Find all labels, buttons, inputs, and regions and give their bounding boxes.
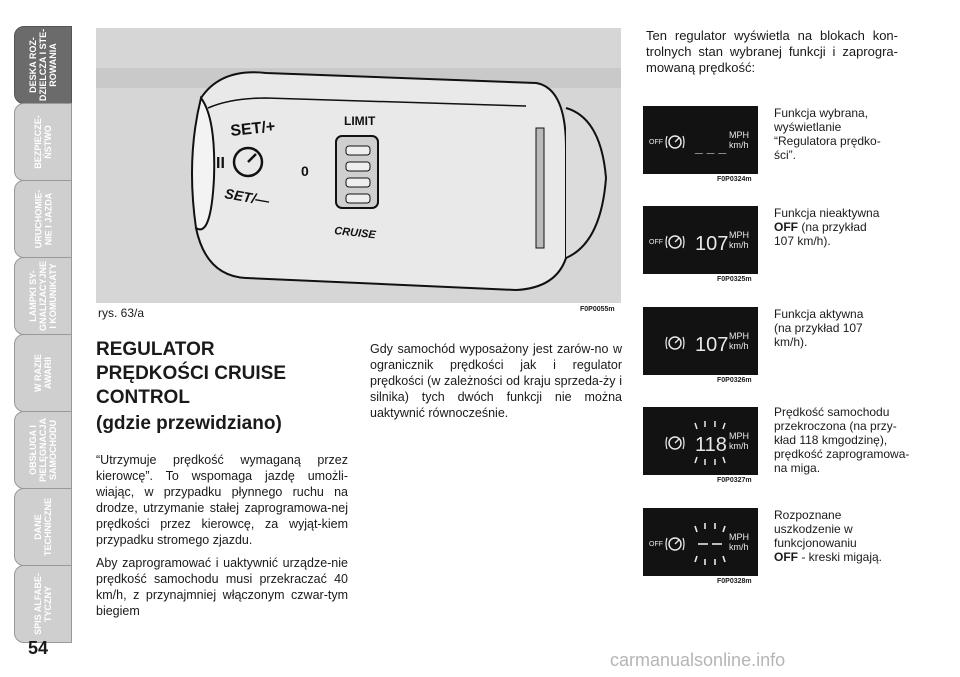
tab-spis-alfabetyczny[interactable] [14, 565, 72, 643]
display-graphic [643, 307, 758, 375]
display-description [774, 106, 924, 162]
off-indicator: OFF [649, 541, 663, 548]
description-line: przekroczona (na przy- [774, 419, 897, 433]
display-description [774, 307, 924, 349]
cruise-control-stalk-figure [96, 28, 621, 303]
zero-label: 0 [301, 163, 309, 179]
speed-value: 107 [695, 334, 729, 356]
display-graphic [643, 508, 758, 576]
display-code: F0P0328m [717, 578, 752, 585]
figure-code: F0P0055m [580, 306, 615, 313]
unit-mph: MPH [729, 431, 749, 441]
set-plus-label: SET/+ [229, 118, 277, 140]
display-description [774, 405, 924, 475]
limit-label: LIMIT [344, 114, 376, 128]
tab-label: OBSŁUGA I PIELĘGNACJA SAMOCHODU [28, 417, 59, 483]
display-overspeed [643, 407, 758, 475]
off-indicator: OFF [649, 139, 663, 146]
tab-obsluga[interactable] [14, 411, 72, 489]
display-description [774, 206, 924, 248]
description-text: - kreski migają. [798, 550, 883, 564]
display-code: F0P0326m [717, 377, 752, 384]
description-line: uszkodzenie w [774, 522, 853, 536]
unit-mph: MPH [729, 331, 749, 341]
tab-label: DANE TECHNICZNE [33, 498, 53, 556]
watermark-text: carmanualsonline.info [610, 650, 786, 670]
tab-bezpieczenstwo[interactable] [14, 103, 72, 181]
tab-w-razie-awarii[interactable] [14, 334, 72, 412]
off-bold: OFF [774, 220, 798, 234]
pause-label: II [216, 155, 225, 172]
section-heading [96, 338, 346, 436]
cruise-speedo-icon [666, 437, 684, 449]
display-active [643, 307, 758, 375]
heading-line: CONTROL [96, 387, 190, 408]
description-line [774, 220, 924, 234]
description-line: Funkcja aktywna [774, 307, 864, 321]
tab-label: DESKA ROZ- DZIELCZA I STE- ROWANIA [28, 28, 59, 102]
display-fault [643, 508, 758, 576]
cruise-speedo-icon [666, 337, 684, 349]
body-paragraph-3: Gdy samochód wyposażony jest zarów-no w ogranicznik prędkości jak i regulator prędkości (w zależności od kraju sprzeda-ży i silnika) tych dwóch funkcji nie można uaktywnić równocześnie. [370, 342, 622, 420]
description-line: Prędkość samochodu [774, 405, 890, 419]
cruise-label: CRUISE [333, 225, 377, 242]
description-line: “Regulatora prędko- [774, 134, 881, 148]
speed-value: _ _ _ [695, 139, 727, 155]
body-paragraph-1: “Utrzymuje prędkość wymaganą przez kierowcę”. To wspomaga jazdę umożli-wiając, w przypadku płynnego ruchu na drodze, utrzymanie stałej zaprogramowa-nej prędkości przez kierowcę, za wyjąt-kiem przypadku stromego zjazdu. [96, 453, 348, 547]
heading-subtitle: (gdzie przewidziano) [96, 413, 282, 434]
description-line: wyświetlanie [774, 120, 842, 134]
stalk-illustration [96, 28, 621, 303]
display-code: F0P0327m [717, 477, 752, 484]
tab-label: W RAZIE AWARII [33, 354, 53, 392]
display-graphic [643, 206, 758, 274]
unit-kmh: km/h [729, 542, 749, 552]
blinking-dashes [695, 523, 725, 565]
figure-caption: rys. 63/a [98, 306, 145, 320]
body-paragraph-2: Aby zaprogramować i uaktywnić urządze-nie prędkość samochodu musi przekraczać 40 km/h, z przynajmniej włączonym czwar-tym biegiem [96, 556, 348, 618]
description-line: 107 km/h). [774, 234, 831, 248]
tab-dane-techniczne[interactable] [14, 488, 72, 566]
cruise-speedo-icon [666, 236, 684, 248]
speed-value: 107 [695, 233, 729, 255]
unit-kmh: km/h [729, 441, 749, 451]
tab-label: SPIS ALFABE- TYCZNY [33, 573, 53, 635]
description-line: na miga. [774, 461, 821, 475]
off-indicator: OFF [649, 239, 663, 246]
heading-line: REGULATOR [96, 339, 215, 360]
description-line: (na przykład 107 [774, 321, 863, 335]
display-graphic [643, 407, 758, 475]
tab-label: BEZPIECZE- ŃSTWO [33, 115, 53, 169]
set-minus-label: SET/— [223, 185, 271, 209]
intro-paragraph: Ten regulator wyświetla na blokach kon-trolnych stan wybranej funkcji i zaprogra-mowaną prędkość: [646, 28, 898, 75]
unit-mph: MPH [729, 532, 749, 542]
off-bold: OFF [774, 550, 798, 564]
cruise-speedo-icon [666, 136, 684, 148]
description-line: km/h). [774, 335, 808, 349]
tab-deska-rozdzielcza[interactable] [14, 26, 72, 104]
unit-mph: MPH [729, 230, 749, 240]
tab-label: URUCHOMIE- NIE I JAZDA [33, 189, 53, 249]
description-line: ści”. [774, 148, 796, 162]
unit-kmh: km/h [729, 140, 749, 150]
tab-label: LAMPKI SY- GNALIZACYJNE I KOMUNIKATY [28, 260, 59, 332]
heading-line: PRĘDKOŚCI CRUISE [96, 363, 287, 384]
description-line: Funkcja wybrana, [774, 106, 869, 120]
description-line: Funkcja nieaktywna [774, 206, 880, 220]
tab-lampki[interactable] [14, 257, 72, 335]
description-text: (na przykład [798, 220, 867, 234]
description-line [774, 550, 924, 564]
unit-kmh: km/h [729, 341, 749, 351]
display-description [774, 508, 924, 564]
display-inactive [643, 206, 758, 274]
tab-uruchomienie[interactable] [14, 180, 72, 258]
description-line: kład 118 kmgodzinę), [774, 433, 888, 447]
page-number: 54 [28, 638, 49, 658]
description-line: Rozpoznane [774, 508, 842, 522]
description-line: funkcjonowaniu [774, 536, 857, 550]
unit-mph: MPH [729, 130, 749, 140]
display-code: F0P0325m [717, 276, 752, 283]
display-graphic [643, 106, 758, 174]
description-line: prędkość zaprogramowa- [774, 447, 910, 461]
display-selected [643, 106, 758, 174]
display-code: F0P0324m [717, 176, 752, 183]
cruise-speedo-icon [666, 538, 684, 550]
speed-value: 118 [695, 434, 727, 456]
chapter-tabs [6, 26, 74, 636]
unit-kmh: km/h [729, 240, 749, 250]
